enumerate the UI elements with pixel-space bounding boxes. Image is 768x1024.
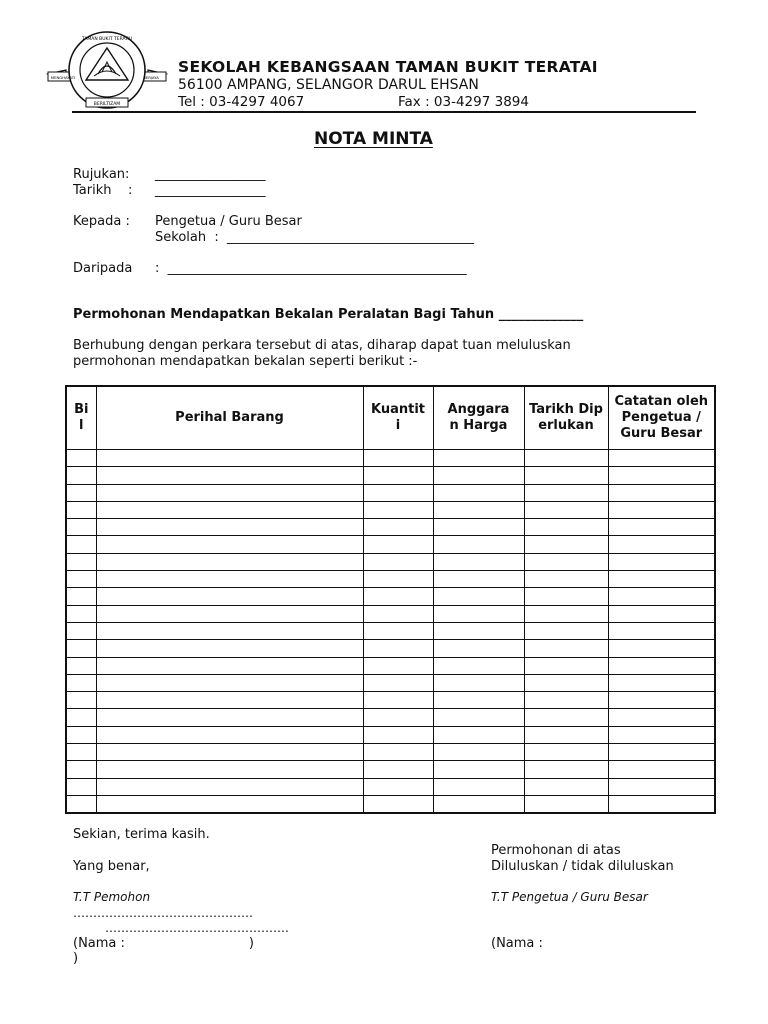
table-cell (433, 778, 524, 795)
table-cell (363, 657, 433, 674)
table-cell (433, 726, 524, 743)
body-line-1: Berhubung dengan perkara tersebut di atas, diharap dapat tuan meluluskan (73, 338, 571, 353)
kepada-label: Kepada : (73, 214, 130, 229)
signature-label-pemohon: T.T Pemohon (73, 890, 151, 904)
table-cell (524, 605, 608, 622)
document-title: NOTA MINTA (314, 129, 433, 149)
table-cell (66, 467, 96, 484)
closing-yang-benar: Yang benar, (73, 859, 150, 874)
table-cell (96, 657, 363, 674)
table-row (66, 536, 715, 553)
table-cell (524, 640, 608, 657)
table-cell (96, 519, 363, 536)
table-row (66, 744, 715, 761)
logo-text-left: MENGHAYATI (50, 75, 76, 80)
table-row (66, 640, 715, 657)
table-row (66, 674, 715, 691)
table-row (66, 605, 715, 622)
table-cell (608, 605, 715, 622)
table-cell (66, 484, 96, 501)
table-cell (363, 553, 433, 570)
column-header-anggaran-harga: Anggaran Harga (433, 386, 524, 450)
school-name: SEKOLAH KEBANGSAAN TAMAN BUKIT TERATAI (178, 58, 598, 76)
table-cell (363, 467, 433, 484)
table-cell (363, 761, 433, 778)
table-body (66, 450, 715, 814)
table-cell (66, 709, 96, 726)
daripada-label: Daripada (73, 261, 133, 276)
table-cell (608, 519, 715, 536)
table-cell (363, 536, 433, 553)
table-cell (524, 536, 608, 553)
telephone: Tel : 03-4297 4067 (178, 94, 305, 110)
table-cell (66, 692, 96, 709)
table-cell (433, 588, 524, 605)
table-row (66, 692, 715, 709)
table-header-row (66, 386, 715, 450)
table-cell (66, 622, 96, 639)
table-cell (608, 657, 715, 674)
table-row (66, 778, 715, 795)
table-cell (608, 744, 715, 761)
table-cell (96, 761, 363, 778)
sekolah-field: Sekolah : ______________________________________ (155, 230, 474, 245)
table-cell (608, 536, 715, 553)
table-cell (433, 484, 524, 501)
table-cell (608, 709, 715, 726)
table-cell (363, 640, 433, 657)
table-row (66, 657, 715, 674)
table-cell (66, 571, 96, 588)
table-cell (524, 657, 608, 674)
table-cell (363, 450, 433, 467)
table-cell (96, 588, 363, 605)
table-cell (96, 726, 363, 743)
table-cell (433, 553, 524, 570)
table-cell (608, 795, 715, 813)
table-cell (608, 640, 715, 657)
table-cell (66, 744, 96, 761)
table-cell (524, 795, 608, 813)
table-cell (96, 674, 363, 691)
header-divider (72, 111, 696, 113)
table-cell (524, 571, 608, 588)
table-row (66, 553, 715, 570)
table-cell (433, 519, 524, 536)
table-cell (363, 519, 433, 536)
table-cell (524, 484, 608, 501)
table-cell (524, 744, 608, 761)
approval-line-2: Diluluskan / tidak diluluskan (491, 859, 674, 874)
nama-pengetua-field: (Nama : (491, 936, 543, 951)
request-items-table (65, 385, 716, 814)
subject-line: Permohonan Mendapatkan Bekalan Peralatan Bagi Tahun _____________ (73, 307, 584, 322)
table-cell (524, 709, 608, 726)
table-cell (524, 674, 608, 691)
table-cell (524, 726, 608, 743)
table-cell (433, 744, 524, 761)
column-header-bil: Bil (66, 386, 96, 450)
table-cell (96, 744, 363, 761)
table-cell (66, 588, 96, 605)
table-row (66, 571, 715, 588)
fax: Fax : 03-4297 3894 (398, 94, 529, 110)
table-cell (96, 692, 363, 709)
table-cell (96, 778, 363, 795)
table-cell (524, 467, 608, 484)
table-cell (433, 692, 524, 709)
table-cell (66, 519, 96, 536)
table-cell (433, 467, 524, 484)
table-row (66, 501, 715, 518)
table-cell (433, 640, 524, 657)
table-cell (433, 622, 524, 639)
column-header-kuantiti: Kuantiti (363, 386, 433, 450)
table-row (66, 588, 715, 605)
table-cell (608, 726, 715, 743)
table-row (66, 709, 715, 726)
table-cell (96, 795, 363, 813)
signature-dots-2: ………………………………………. (105, 921, 289, 935)
table-cell (363, 571, 433, 588)
table-cell (66, 778, 96, 795)
table-cell (433, 657, 524, 674)
approval-line-1: Permohonan di atas (491, 843, 621, 858)
table-cell (608, 571, 715, 588)
table-cell (96, 571, 363, 588)
table-cell (524, 588, 608, 605)
nama-pemohon-close: ) (73, 951, 79, 966)
table-cell (608, 674, 715, 691)
table-cell (96, 605, 363, 622)
column-header-catatan: Catatan oleh Pengetua / Guru Besar (608, 386, 715, 450)
table-cell (96, 709, 363, 726)
table-row (66, 726, 715, 743)
table-cell (363, 709, 433, 726)
table-cell (66, 553, 96, 570)
table-cell (363, 588, 433, 605)
table-cell (608, 484, 715, 501)
logo-text-bottom: BERILTIZAM (93, 102, 121, 107)
table-cell (66, 450, 96, 467)
table-row (66, 484, 715, 501)
table-cell (524, 450, 608, 467)
table-cell (66, 605, 96, 622)
table-cell (608, 622, 715, 639)
table-cell (363, 674, 433, 691)
table-cell (608, 553, 715, 570)
table-cell (433, 536, 524, 553)
table-cell (66, 640, 96, 657)
table-cell (96, 536, 363, 553)
table-row (66, 795, 715, 813)
table-cell (66, 657, 96, 674)
table-cell (66, 674, 96, 691)
body-line-2: permohonan mendapatkan bekalan seperti berikut :- (73, 354, 418, 369)
signature-dots-1: ……………………………………… (73, 906, 253, 920)
table-cell (96, 484, 363, 501)
table-cell (608, 588, 715, 605)
table-cell (66, 536, 96, 553)
table-cell (66, 501, 96, 518)
table-cell (608, 450, 715, 467)
logo-text-right: BERJAYA (143, 75, 159, 80)
table-cell (66, 761, 96, 778)
table-cell (524, 692, 608, 709)
tarikh-field: _________________ (155, 183, 266, 198)
table-cell (96, 553, 363, 570)
table-cell (363, 692, 433, 709)
rujukan-label: Rujukan: (73, 167, 130, 182)
table-row (66, 467, 715, 484)
closing-sekian: Sekian, terima kasih. (73, 827, 210, 842)
table-cell (433, 571, 524, 588)
table-cell (524, 501, 608, 518)
table-cell (96, 622, 363, 639)
table-row (66, 622, 715, 639)
table-cell (96, 467, 363, 484)
kepada-value: Pengetua / Guru Besar (155, 214, 302, 229)
table-cell (524, 778, 608, 795)
table-cell (433, 795, 524, 813)
table-cell (363, 795, 433, 813)
column-header-tarikh-diperlukan: Tarikh Diperlukan (524, 386, 608, 450)
table-cell (524, 553, 608, 570)
nama-pemohon-field: (Nama : ) (73, 936, 254, 951)
table-cell (363, 744, 433, 761)
column-header-perihal-barang: Perihal Barang (96, 386, 363, 450)
table-cell (66, 726, 96, 743)
table-cell (96, 450, 363, 467)
table-cell (363, 726, 433, 743)
table-cell (433, 605, 524, 622)
tarikh-label: Tarikh : (73, 183, 133, 198)
table-cell (608, 467, 715, 484)
table-cell (363, 484, 433, 501)
signature-label-pengetua: T.T Pengetua / Guru Besar (491, 890, 648, 904)
table-cell (363, 501, 433, 518)
table-cell (66, 795, 96, 813)
table-cell (524, 622, 608, 639)
table-cell (433, 761, 524, 778)
table-cell (608, 692, 715, 709)
table-cell (608, 761, 715, 778)
table-cell (96, 501, 363, 518)
school-address: 56100 AMPANG, SELANGOR DARUL EHSAN (178, 77, 479, 93)
table-cell (433, 501, 524, 518)
rujukan-field: _________________ (155, 167, 266, 182)
table-cell (363, 778, 433, 795)
table-cell (433, 674, 524, 691)
table-cell (433, 450, 524, 467)
school-logo-emblem (46, 30, 168, 112)
table-cell (524, 519, 608, 536)
table-row (66, 761, 715, 778)
table-cell (433, 709, 524, 726)
table-cell (96, 640, 363, 657)
table-cell (363, 622, 433, 639)
table-cell (363, 605, 433, 622)
table-cell (608, 501, 715, 518)
daripada-field: : ______________________________________________ (155, 261, 467, 276)
logo-text-top: TAMAN BUKIT TERATAI (81, 37, 133, 42)
table-row (66, 450, 715, 467)
table-row (66, 519, 715, 536)
table-cell (608, 778, 715, 795)
table-cell (524, 761, 608, 778)
